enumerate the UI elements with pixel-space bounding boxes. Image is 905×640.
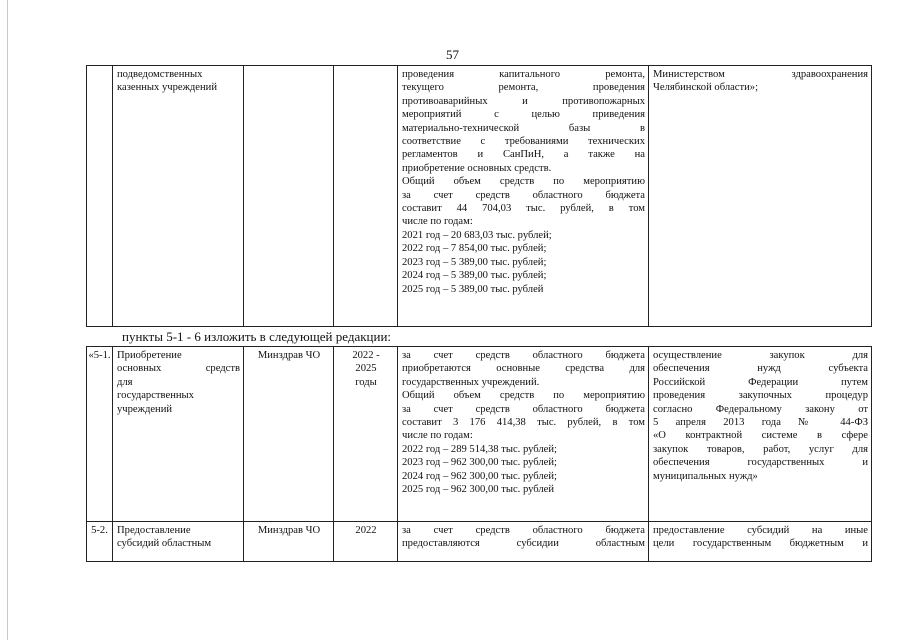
text-line: составит 44 704,03 тыс. рублей, в том	[402, 203, 645, 215]
cell-executor: Минздрав ЧО	[244, 522, 334, 562]
text-line: осуществление закупок для	[653, 350, 868, 361]
text-line: 2022	[355, 525, 377, 536]
text-line: 2024 год – 5 389,00 тыс. рублей;	[402, 270, 547, 282]
cell-number	[87, 66, 113, 327]
text-line: Предоставление	[117, 525, 191, 536]
page-number: 57	[446, 47, 459, 62]
text-line: 2025 год – 5 389,00 тыс. рублей	[402, 283, 544, 295]
cell-measure-name	[113, 347, 244, 522]
text-line: мероприятий с целью приведения	[402, 109, 645, 121]
text-line: 2023 год – 962 300,00 тыс. рублей;	[402, 457, 558, 469]
text-line: «О контрактной системе в сфере	[653, 430, 868, 442]
cell-measure-name	[113, 66, 244, 327]
cell-period	[334, 66, 398, 327]
text-line: проведения закупочных процедур	[653, 390, 868, 402]
cell-executor	[244, 66, 334, 327]
text-line: казенных учреждений	[117, 82, 218, 94]
text-line: числе по годам:	[402, 430, 473, 442]
text-line: государственных	[117, 390, 194, 402]
table-row	[87, 522, 872, 562]
text-line: 2022 -	[352, 350, 380, 361]
cell-description	[398, 347, 649, 522]
text-line: за счет средств областного бюджета	[402, 350, 645, 361]
text-line: 2022 год – 7 854,00 тыс. рублей;	[402, 243, 547, 255]
text-line: текущего ремонта, проведения	[402, 82, 645, 94]
text-line: приобретаются основные средства для	[402, 363, 645, 375]
text-line: предоставление субсидий на иные	[653, 525, 868, 536]
cell-description	[398, 66, 649, 327]
text-line: проведения капитального ремонта,	[402, 69, 645, 80]
text-line: подведомственных	[117, 69, 203, 80]
amendment-intro-text: пункты 5-1 - 6 изложить в следующей редакции:	[122, 329, 392, 344]
text-line: закупок товаров, работ, услуг для	[653, 443, 868, 455]
text-line: Общий объем средств по мероприятию	[402, 176, 645, 188]
text-line: приобретение основных средств.	[402, 162, 552, 174]
text-line: составит 3 176 414,38 тыс. рублей, в том	[402, 417, 645, 429]
cell-period	[334, 347, 398, 522]
cell-result	[649, 66, 872, 327]
table-row	[87, 347, 872, 522]
cell-result	[649, 347, 872, 522]
text-line: обеспечения государственных и	[653, 457, 868, 469]
cell-result	[649, 522, 872, 562]
text-line: за счет средств областного бюджета	[402, 403, 645, 415]
text-line: муниципальных нужд»	[653, 470, 758, 482]
text-line: регламентов и СанПиН, а также на	[402, 149, 645, 161]
text-line: 2025 год – 962 300,00 тыс. рублей	[402, 484, 555, 496]
text-line: предоставляются субсидии областным	[402, 538, 645, 550]
text-line: государственных учреждений.	[402, 376, 540, 388]
text-line: за счет средств областного бюджета	[402, 525, 645, 536]
scan-edge-line	[7, 0, 8, 640]
cell-period	[334, 522, 398, 562]
text-line: обеспечения нужд субъекта	[653, 363, 868, 375]
text-line: 2021 год – 20 683,03 тыс. рублей;	[402, 229, 552, 241]
text-line: соответствие с требованиями технических	[402, 136, 645, 148]
cell-number: «5-1.	[87, 347, 113, 522]
text-line: за счет средств областного бюджета	[402, 189, 645, 201]
text-line: 2023 год – 5 389,00 тыс. рублей;	[402, 256, 547, 268]
text-line: Приобретение	[117, 350, 182, 361]
text-line: Министерством здравоохранения	[653, 69, 868, 80]
text-line: Общий объем средств по мероприятию	[402, 390, 645, 402]
text-line: числе по годам:	[402, 216, 473, 228]
text-line: годы	[355, 376, 377, 388]
cell-number: 5-2.	[87, 522, 113, 562]
text-line: цели государственным бюджетным и	[653, 538, 868, 550]
cell-executor: Минздрав ЧО	[244, 347, 334, 522]
text-line: согласно Федеральному закону от	[653, 403, 868, 415]
measures-table-continued	[86, 65, 872, 327]
text-line: Российской Федерации путем	[653, 376, 868, 388]
text-line: субсидий областным	[117, 538, 212, 550]
text-line: Челябинской области»;	[653, 82, 759, 94]
text-line: 5 апреля 2013 года № 44-ФЗ	[653, 417, 868, 429]
text-line: учреждений	[117, 403, 173, 415]
measures-table-new-edition	[86, 346, 872, 562]
text-line: для	[117, 376, 133, 388]
text-line: основных средств	[117, 363, 240, 375]
text-line: противоаварийных и противопожарных	[402, 95, 645, 107]
cell-description	[398, 522, 649, 562]
text-line: материально-технической базы в	[402, 122, 645, 134]
table-row	[87, 66, 872, 327]
text-line: 2022 год – 289 514,38 тыс. рублей;	[402, 443, 558, 455]
text-line: 2025	[355, 363, 377, 375]
cell-measure-name	[113, 522, 244, 562]
text-line: 2024 год – 962 300,00 тыс. рублей;	[402, 470, 558, 482]
